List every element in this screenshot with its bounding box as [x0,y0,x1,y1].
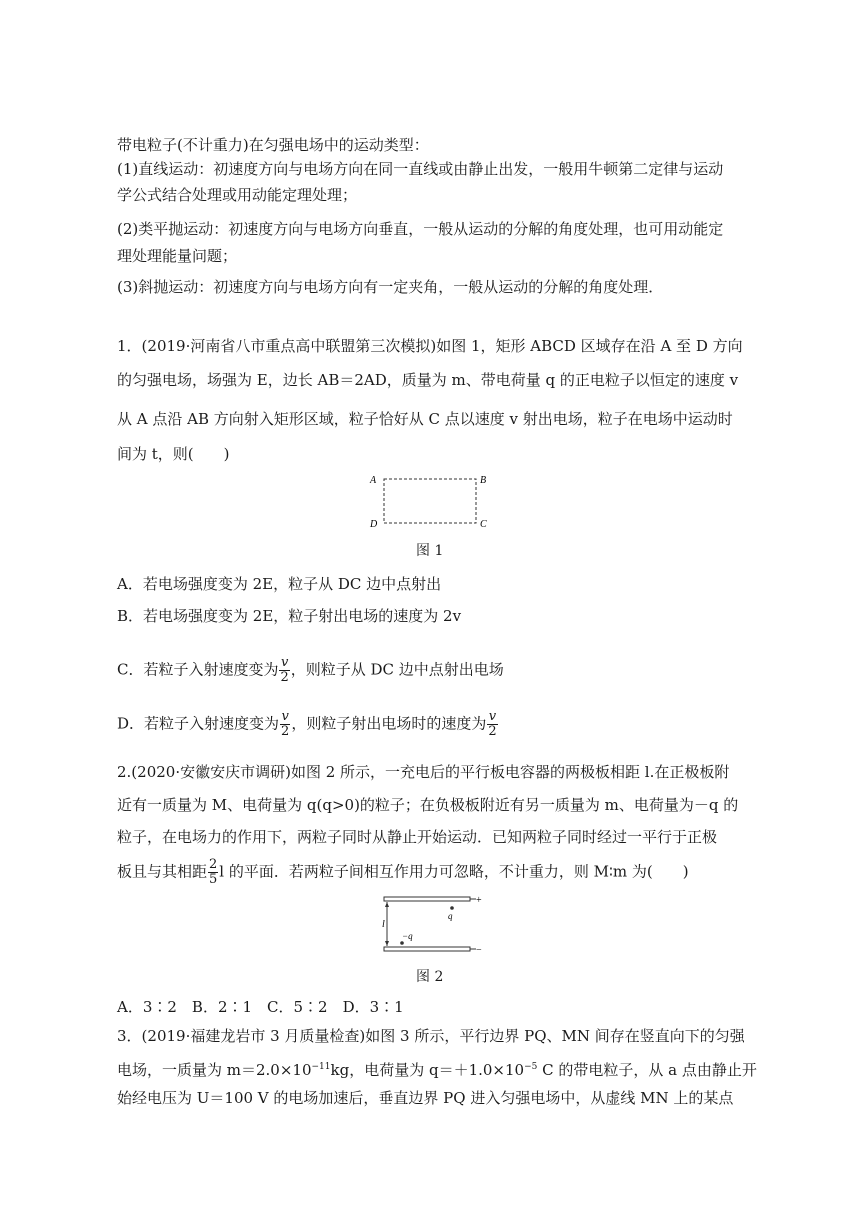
positive-plate [384,897,470,901]
q2-line4 [117,858,689,887]
intro-p3: (3)斜抛运动：初速度方向与电场方向有一定夹角，一般从运动的分解的角度处理． [117,278,664,296]
rect-abcd [384,479,476,523]
q1-option-b: B．若电场强度变为 2E，粒子射出电场的速度为 2v [117,607,462,625]
plus-sign: + [476,895,482,906]
intro-p1-line2: 学公式结合处理或用动能定理处理； [117,186,358,204]
option-d-text-pre: D．若粒子入射速度变为 [117,714,280,733]
option-d-text-mid: ，则粒子射出电场时的速度为 [291,714,487,733]
label-a: A [370,475,377,486]
label-neg-q: −q [402,931,413,941]
label-c: C [480,519,487,530]
option-c-text-post: ，则粒子从 DC 边中点射出电场 [290,660,504,679]
arrow-head-top [385,902,389,907]
q2-line3: 粒子，在电场力的作用下，两粒子同时从静止开始运动．已知两粒子同时经过一平行于正极 [117,828,718,846]
figure-1-rectangle-diagram [366,470,496,532]
particle-q [450,906,454,910]
q2-line2: 近有一质量为 M、电荷量为 q(q>0)的粒子；在负极板附近有另一质量为 m、电荷量为－q 的 [117,796,739,814]
fraction-v-over-2 [280,710,290,739]
frac-den: 2 [280,670,289,685]
arrow-head-bottom [385,941,389,946]
q1-option-c [117,656,504,685]
label-l: l [382,919,385,930]
frac-den: 2 [281,724,290,739]
q1-line2: 的匀强电场，场强为 E，边长 AB＝2AD，质量为 m、带电荷量 q 的正电粒子以恒定的速度 v [117,371,739,389]
q1-option-d [117,710,499,739]
q1-line4: 间为 t，则( ) [117,445,230,463]
q2-line1: 2.(2020·安徽安庆市调研)如图 2 所示，一充电后的平行板电容器的两极板相距 l.在正极板附 [117,763,730,781]
q2-options: A．3∶2 B．2∶1 C．5∶2 D．3∶1 [117,998,404,1016]
q1-option-a: A．若电场强度变为 2E，粒子从 DC 边中点射出 [117,575,442,593]
frac-num: 2 [209,857,218,872]
label-d: D [370,519,378,530]
frac-den: 5 [209,872,218,887]
figure-2-caption: 图 2 [416,969,444,985]
frac-num: v [488,709,497,724]
figure-2-capacitor-diagram [376,889,486,959]
minus-sign: − [476,945,482,956]
fraction-v-over-2 [487,710,497,739]
q1-line1: 1．(2019·河南省八市重点高中联盟第三次模拟)如图 1，矩形 ABCD 区域存在沿 A 至 D 方向 [117,337,743,355]
label-q: q [448,911,453,921]
fraction-v-over-2 [279,656,289,685]
label-b: B [480,475,487,486]
q2-line4-post: l 的平面．若两粒子间相互作用力可忽略，不计重力，则 M∶m 为( ) [219,862,689,881]
q2-line4-pre: 板且与其相距 [117,862,208,881]
exponent-charge: −5 [524,1062,538,1072]
q1-line3: 从 A 点沿 AB 方向射入矩形区域，粒子恰好从 C 点以速度 v 射出电场，粒子在电场中运动时 [117,410,733,428]
frac-den: 2 [488,724,497,739]
fraction-2-over-5 [208,858,218,887]
negative-plate [384,947,470,951]
intro-p2-line1: (2)类平抛运动：初速度方向与电场方向垂直，一般从运动的分解的角度处理，也可用动能定 [117,220,724,238]
particle-neg-q [400,941,404,945]
intro-p2-line2: 理处理能量问题； [117,247,238,265]
frac-num: v [280,655,289,670]
q3-line2 [117,1057,757,1080]
frac-num: v [281,709,289,724]
option-c-text-pre: C．若粒子入射速度变为 [117,660,279,679]
q3-line1: 3．(2019·福建龙岩市 3 月质量检查)如图 3 所示，平行边界 PQ、MN 间存在竖直向下的匀强 [117,1027,745,1045]
figure-1-caption: 图 1 [416,543,444,559]
q3-line2-post: C 的带电粒子，从 a 点由静止开 [537,1061,757,1079]
q3-line2-mid: kg，电荷量为 q＝＋1.0×10 [330,1061,525,1079]
intro-p1-line1: (1)直线运动：初速度方向与电场方向在同一直线或由静止出发，一般用牛顿第二定律与运动 [117,160,724,178]
q3-line2-pre: 电场，一质量为 m＝2.0×10 [117,1061,312,1079]
q3-line3: 始经电压为 U＝100 V 的电场加速后，垂直边界 PQ 进入匀强电场中，从虚线 MN 上的某点 [117,1089,734,1107]
intro-title: 带电粒子(不计重力)在匀强电场中的运动类型： [117,136,429,154]
exponent-mass: −11 [311,1062,331,1072]
